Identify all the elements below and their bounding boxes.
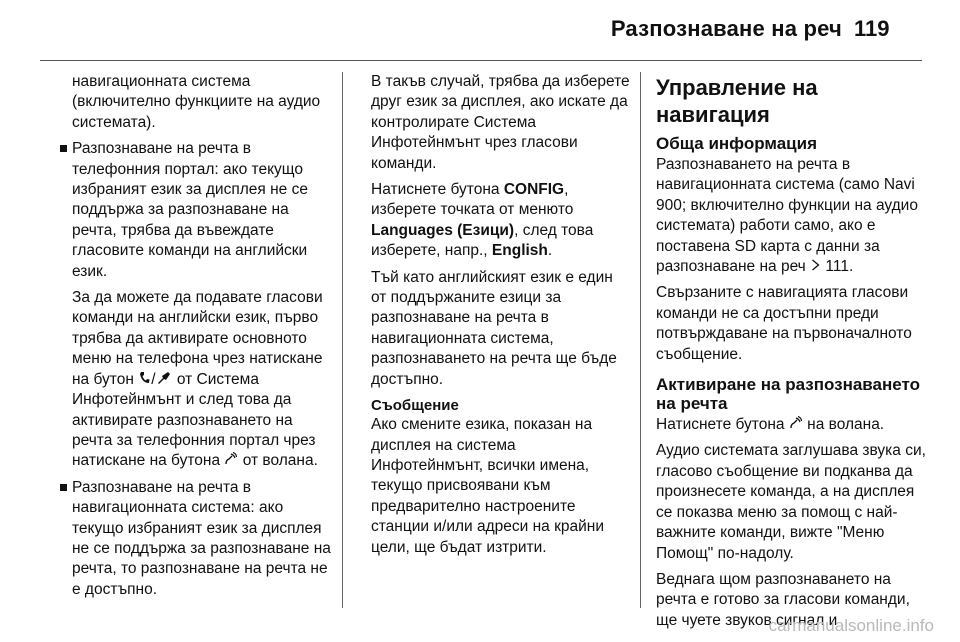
voice-icon bbox=[224, 451, 238, 471]
activate-text bbox=[656, 415, 926, 435]
languages-menu-label: Languages (Езици) bbox=[371, 221, 515, 239]
paragraph-config-instructions bbox=[371, 180, 631, 262]
page-reference: 111. bbox=[825, 258, 854, 276]
page-title: Разпознаване на реч bbox=[610, 16, 842, 41]
page-reference-icon bbox=[810, 257, 821, 277]
audio-mute-text: Аудио системата заглушава звука си, гласово съобщение ви подканва да произнесете команда, а на дисплея се показва меню за помощ с най-важните команди, вижте "Меню Помощ" по-надолу. bbox=[656, 442, 926, 562]
phone-icon bbox=[138, 370, 151, 390]
column-3 bbox=[656, 72, 926, 637]
column-divider-2 bbox=[640, 72, 641, 608]
paragraph-other-language: В такъв случай, трябва да изберете друг език за дисплея, ако искате да контролирате Система Инфотейнмънт чрез гласови команди. bbox=[371, 73, 630, 172]
column-2 bbox=[371, 72, 631, 564]
message-text: Ако смените езика, показан на дисплея на система Инфотейнмънт, всички имена, текущо присвоявани към предварително настроените станции и/или адреси на крайни цели, ще бъдат изтрити. bbox=[371, 416, 604, 556]
watermark: carmanualsonline.info bbox=[768, 616, 934, 635]
message-heading: Съобщение bbox=[371, 397, 459, 415]
paragraph-english-commands bbox=[50, 288, 335, 472]
bullet-text: Разпознаване на речта в навигационната система: ако текущо избраният език за дисплея не се поддържа за разпознаване на речта, то разпознаване на речта не е достъпно. bbox=[72, 478, 331, 598]
continued-text: навигационната система (включително функциите на аудио системата). bbox=[72, 73, 321, 131]
english-option-label: English bbox=[491, 242, 548, 260]
paragraph-text: от Система Инфотейнмънт и след това да активирате разпознаването на речта за телефонния портал чрез натискане на бутона bbox=[72, 370, 316, 470]
paragraph-text: Разпознаването на речта в навигационната система (само Navi 900; включително функции на аудио системата) работи само, ако е поставена SD карта с данни за разпознаване на реч bbox=[656, 156, 918, 276]
bullet-square-icon bbox=[60, 484, 67, 491]
activate-heading: Активиране на разпознаването на речта bbox=[656, 375, 920, 414]
bullet-text: Разпознаване на речта в телефонния портал: ако текущо избраният език за дисплея не се поддържа за разпознаване на речта, трябва да въвеждате гласовите команди на английски език. bbox=[72, 140, 308, 280]
paragraph-text: , след това изберете, напр., bbox=[371, 221, 594, 260]
bullet-navigation bbox=[50, 478, 335, 600]
page-number: 119 bbox=[854, 16, 890, 41]
section-title: Управление на навигация bbox=[656, 75, 818, 127]
dial-icon bbox=[156, 370, 173, 390]
paragraph-text: . bbox=[547, 242, 553, 260]
general-info-heading: Обща информация bbox=[656, 134, 817, 153]
general-info-text bbox=[656, 155, 926, 277]
paragraph-text: Натиснете бутона bbox=[371, 181, 500, 199]
paragraph-text: За да можете да подавате гласови команди на английски език, първо трябва да активирате основното меню на телефона чрез натискане на бутон bbox=[72, 289, 323, 388]
icon-separator: / bbox=[151, 370, 156, 388]
paragraph-supported-language: Тъй като английският език е един от поддържаните езици за разпознаване на речта в навигационната система, разпознаването на речта ще бъде достъпно. bbox=[371, 268, 617, 388]
header-divider bbox=[40, 60, 922, 61]
navigation-commands-text: Свързаните с навигацията гласови команди не са достъпни преди потвърждаване на първоначалното съобщение. bbox=[656, 284, 912, 363]
config-button-label: CONFIG bbox=[503, 181, 565, 199]
bullet-square-icon bbox=[60, 145, 67, 152]
column-divider-1 bbox=[342, 72, 343, 608]
bullet-phone-portal bbox=[50, 139, 335, 282]
ready-text: Веднага щом разпознаването на речта е готово за гласови команди, ще чуете звуков сигнал и bbox=[656, 570, 910, 629]
voice-icon bbox=[789, 415, 803, 435]
paragraph-text: Натиснете бутона bbox=[656, 416, 785, 434]
paragraph-text: от волана. bbox=[242, 452, 318, 470]
paragraph-text: , изберете точката от менюто bbox=[371, 181, 574, 219]
column-1 bbox=[50, 72, 335, 606]
paragraph-text: на волана. bbox=[807, 416, 885, 434]
